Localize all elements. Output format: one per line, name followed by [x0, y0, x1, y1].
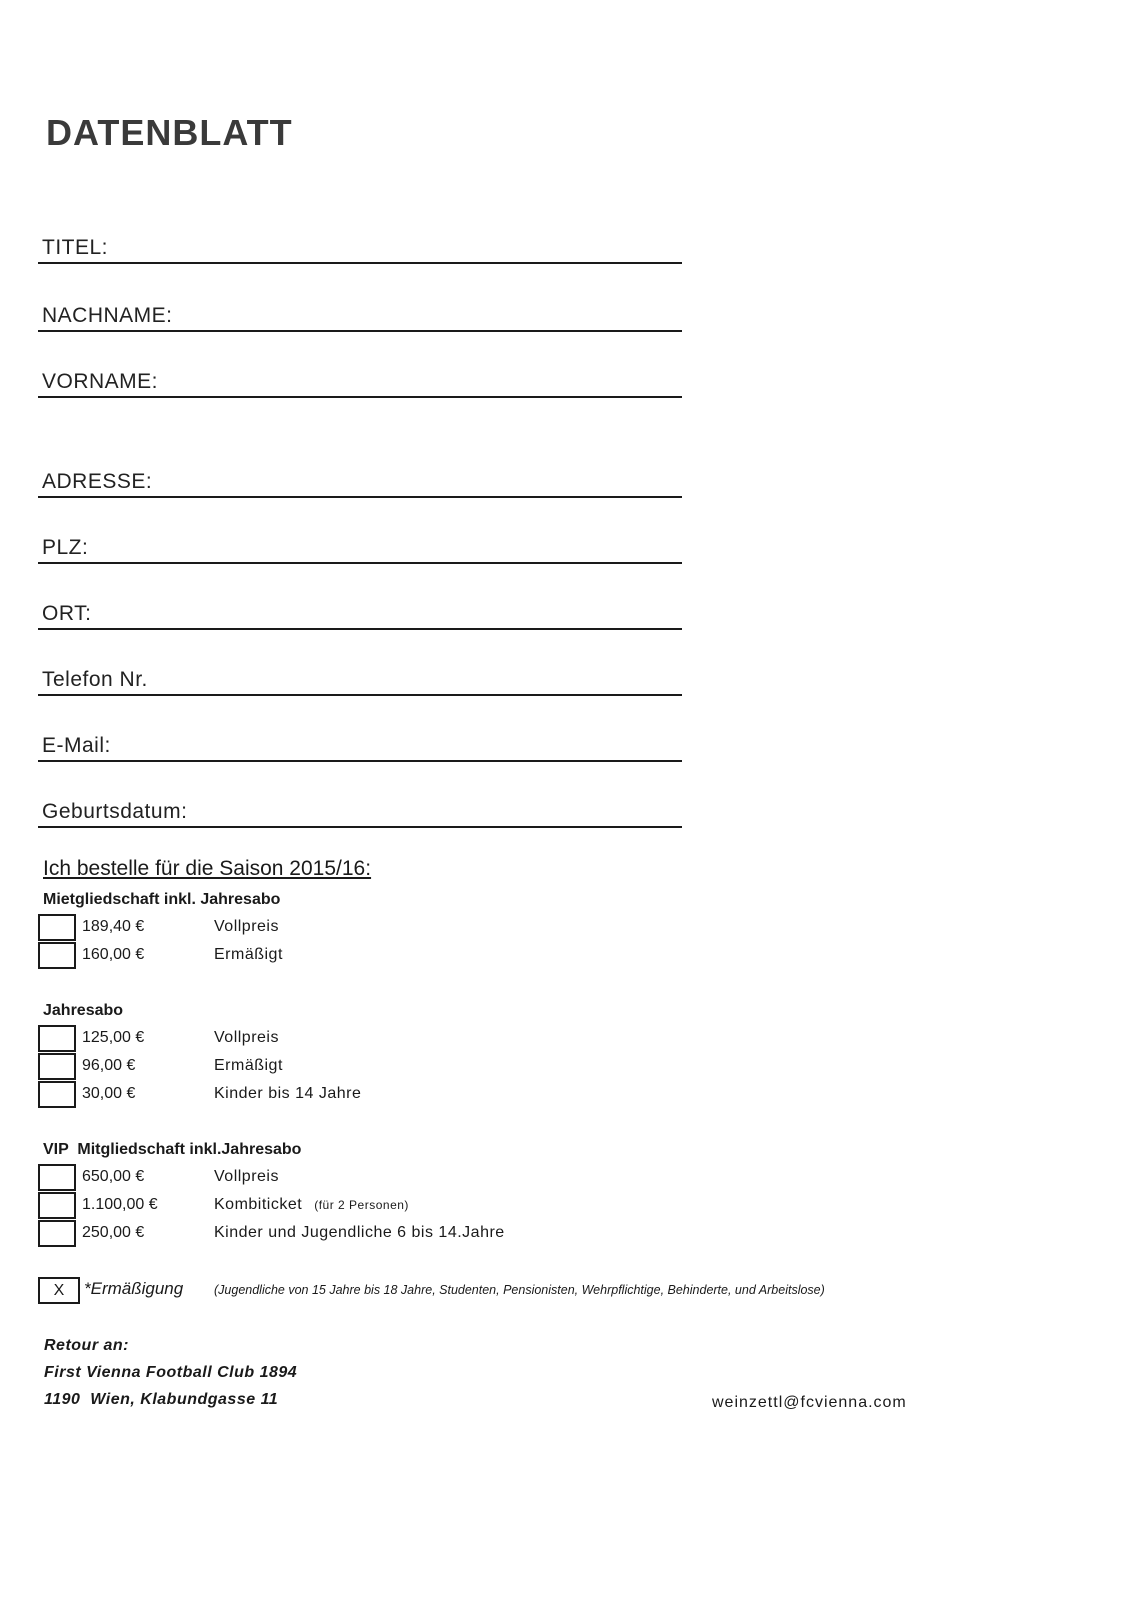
field-ort[interactable] — [38, 580, 682, 630]
option-row — [38, 914, 738, 942]
option-desc: Vollpreis — [214, 1029, 279, 1046]
option-checkbox[interactable] — [38, 1164, 76, 1191]
option-price: 250,00 € — [82, 1224, 145, 1241]
option-desc: Ermäßigt — [214, 1057, 283, 1074]
option-price: 160,00 € — [82, 946, 145, 963]
page-title: DATENBLATT — [46, 112, 293, 153]
option-row — [38, 1053, 738, 1081]
option-desc — [214, 1196, 409, 1214]
field-label: ORT: — [42, 602, 92, 625]
field-titel[interactable] — [38, 214, 682, 264]
field-plz[interactable] — [38, 514, 682, 564]
return-address: 1190 Wien, Klabundgasse 11 — [44, 1391, 279, 1408]
reduction-label: *Ermäßigung — [84, 1279, 184, 1298]
reduction-note: (Jugendliche von 15 Jahre bis 18 Jahre, Studenten, Pensionisten, Wehrpflichtige, Behinderte, und Arbeitslose) — [214, 1283, 825, 1297]
option-desc: Kinder und Jugendliche 6 bis 14.Jahre — [214, 1224, 505, 1241]
option-row — [38, 1081, 738, 1109]
return-heading: Retour an: — [44, 1337, 129, 1354]
field-email[interactable] — [38, 712, 682, 762]
option-row — [38, 942, 738, 970]
field-label: VORNAME: — [42, 370, 159, 393]
option-checkbox[interactable] — [38, 1025, 76, 1052]
option-row — [38, 1192, 738, 1220]
field-label: Geburtsdatum: — [42, 800, 188, 823]
option-desc-text: Kombiticket — [214, 1196, 303, 1213]
option-row — [38, 1220, 738, 1248]
option-checkbox[interactable] — [38, 1081, 76, 1108]
option-price: 30,00 € — [82, 1085, 136, 1102]
order-heading: Ich bestelle für die Saison 2015/16: — [43, 857, 372, 880]
option-checkbox[interactable] — [38, 942, 76, 969]
option-checkbox[interactable] — [38, 1192, 76, 1219]
option-price: 189,40 € — [82, 918, 145, 935]
field-label: PLZ: — [42, 536, 89, 559]
option-price: 125,00 € — [82, 1029, 145, 1046]
field-telefon[interactable] — [38, 646, 682, 696]
option-desc: Ermäßigt — [214, 946, 283, 963]
option-row — [38, 1164, 738, 1192]
option-row — [38, 1025, 738, 1053]
reduction-checkbox[interactable]: X — [38, 1277, 80, 1304]
field-label: Telefon Nr. — [42, 668, 148, 691]
option-checkbox[interactable] — [38, 914, 76, 941]
section-heading-vip: VIP Mitgliedschaft inkl.Jahresabo — [43, 1141, 302, 1158]
return-club: First Vienna Football Club 1894 — [44, 1364, 298, 1381]
field-label: E-Mail: — [42, 734, 111, 757]
option-price: 1.100,00 € — [82, 1196, 158, 1213]
field-label: ADRESSE: — [42, 470, 153, 493]
section-heading-membership: Mietgliedschaft inkl. Jahresabo — [43, 891, 281, 908]
option-price: 650,00 € — [82, 1168, 145, 1185]
field-label: NACHNAME: — [42, 304, 173, 327]
option-desc: Vollpreis — [214, 1168, 279, 1185]
field-vorname[interactable] — [38, 348, 682, 398]
contact-email[interactable]: weinzettl@fcvienna.com — [712, 1394, 907, 1411]
field-geburtsdatum[interactable] — [38, 778, 682, 828]
option-desc: Kinder bis 14 Jahre — [214, 1085, 362, 1102]
option-checkbox[interactable] — [38, 1053, 76, 1080]
field-adresse[interactable] — [38, 448, 682, 498]
option-note: (für 2 Personen) — [314, 1198, 409, 1212]
option-price: 96,00 € — [82, 1057, 136, 1074]
section-heading-jahresabo: Jahresabo — [43, 1002, 124, 1019]
reduction-row — [38, 1277, 1098, 1305]
field-label: TITEL: — [42, 236, 109, 259]
field-nachname[interactable] — [38, 282, 682, 332]
option-desc: Vollpreis — [214, 918, 279, 935]
option-checkbox[interactable] — [38, 1220, 76, 1247]
